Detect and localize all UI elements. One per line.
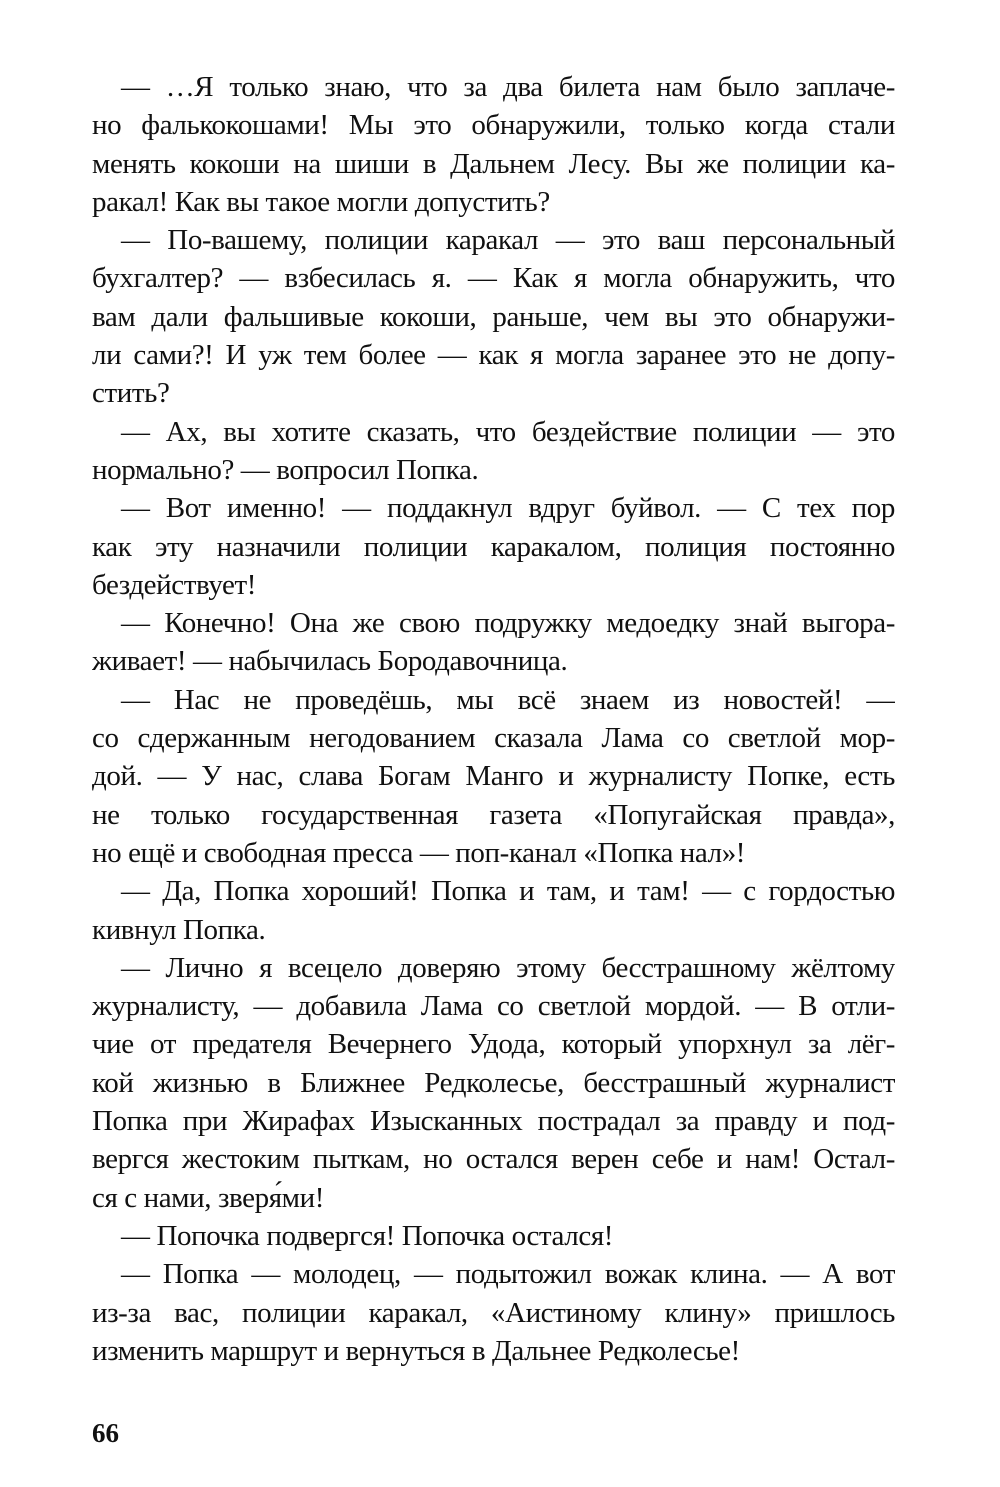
- text-line: — Вот именно! — поддакнул вдруг буйвол. — С тех пор: [121, 492, 895, 525]
- text-line: журналисту, — добавила Лама со светлой мордой. — В отли-: [92, 990, 895, 1023]
- text-line: бухгалтер? — взбесилась я. — Как я могла обнаружить, что: [92, 262, 895, 295]
- text-line: ли сами?! И уж тем более — как я могла заранее это не допу-: [92, 339, 895, 372]
- text-line: но ещё и свободная пресса — поп-канал «Попка нал»!: [92, 836, 746, 869]
- text-line: но фалькокошами! Мы это обнаружили, только когда стали: [92, 109, 895, 142]
- text-line: вергся жестоким пыткам, но остался верен себе и нам! Остал-: [92, 1143, 895, 1176]
- text-line: кой жизнью в Ближнее Редколесье, бесстрашный журналист: [92, 1066, 895, 1099]
- text-line: менять кокоши на шиши в Дальнем Лесу. Вы же полиции ка-: [92, 147, 895, 180]
- text-line: ся с нами, зверя́ми!: [92, 1181, 324, 1214]
- text-line: дой. — У нас, слава Богам Манго и журналисту Попке, есть: [92, 760, 895, 793]
- text-line: — Попочка подвергся! Попочка остался!: [121, 1219, 614, 1252]
- text-line: — По-вашему, полиции каракал — это ваш персональный: [121, 224, 895, 257]
- text-line: со сдержанным негодованием сказала Лама со светлой мор-: [92, 722, 895, 755]
- text-line: — Ах, вы хотите сказать, что бездействие полиции — это: [121, 415, 895, 448]
- text-line: нормально? — вопросил Попка.: [92, 453, 479, 486]
- text-line: — Попка — молодец, — подытожил вожак клина. — А вот: [121, 1258, 895, 1291]
- text-line: бездействует!: [92, 568, 257, 601]
- text-line: чие от предателя Вечернего Удода, который упорхнул за лёг-: [92, 1028, 895, 1061]
- text-line: как эту назначили полиции каракалом, полиция постоянно: [92, 530, 895, 563]
- text-line: — Лично я всецело доверяю этому бесстрашному жёлтому: [121, 951, 895, 984]
- text-line: из-за вас, полиции каракал, «Аистиному клину» пришлось: [92, 1296, 895, 1329]
- page-number: 66: [92, 1418, 119, 1448]
- body-text: [92, 68, 895, 1370]
- text-line: — Нас не проведёшь, мы всё знаем из новостей! —: [121, 683, 895, 716]
- text-line: — Конечно! Она же свою подружку медоедку знай выгора-: [121, 607, 895, 640]
- text-line: стить?: [92, 377, 170, 410]
- text-line: — …Я только знаю, что за два билета нам было заплаче-: [121, 71, 895, 103]
- text-line: ракал! Как вы такое могли допустить?: [92, 185, 550, 218]
- text-line: вам дали фальшивые кокоши, раньше, чем вы это обнаружи-: [92, 300, 895, 333]
- text-line: Попка при Жирафах Изысканных пострадал за правду и под-: [92, 1105, 895, 1138]
- text-line: — Да, Попка хороший! Попка и там, и там! — с гордостью: [121, 875, 895, 908]
- text-line: кивнул Попка.: [92, 913, 266, 946]
- text-line: живает! — набычилась Бородавочница.: [92, 645, 568, 678]
- text-line: изменить маршрут и вернуться в Дальнее Редколесье!: [92, 1334, 740, 1367]
- text-line: не только государственная газета «Попугайская правда»,: [92, 798, 895, 831]
